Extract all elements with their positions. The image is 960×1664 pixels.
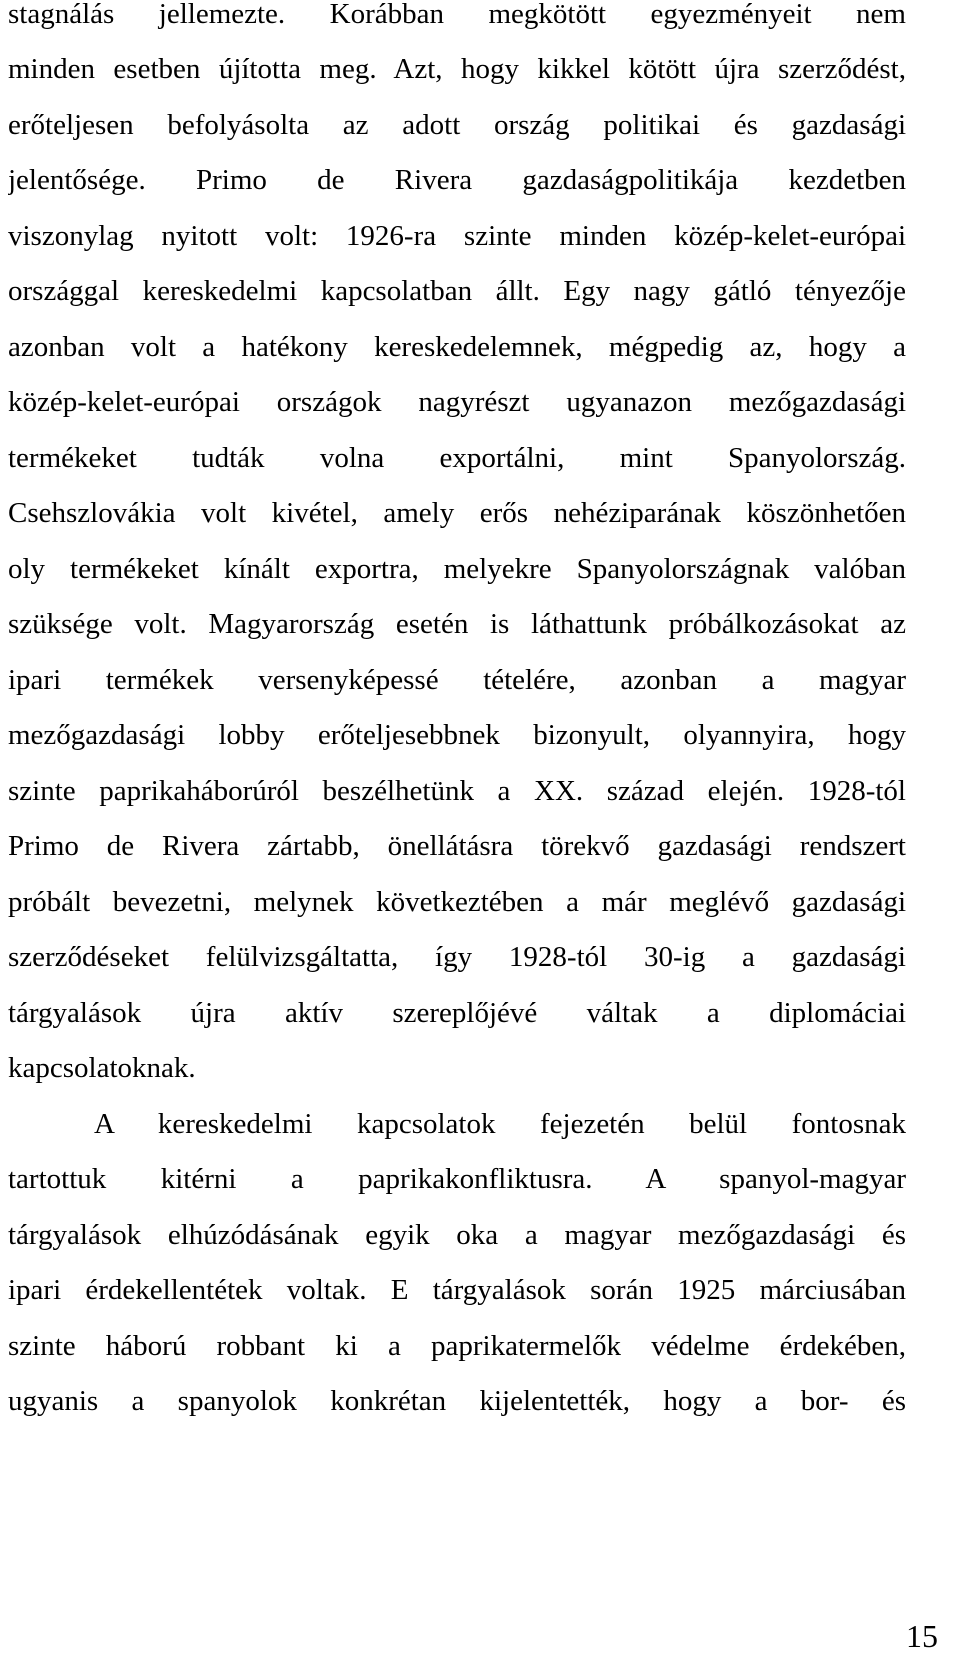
text-line: A kereskedelmi kapcsolatok fejezetén belül fontosnak	[94, 1108, 906, 1140]
text-line: szinte háború robbant ki a paprikatermelők védelme érdekében,	[8, 1330, 906, 1362]
text-line: ipari termékek versenyképessé tételére, azonban a magyar	[8, 664, 906, 696]
text-line: szinte paprikaháborúról beszélhetünk a XX. század elején. 1928-tól	[8, 775, 906, 807]
text-line: közép-kelet-európai országok nagyrészt ugyanazon mezőgazdasági	[8, 386, 906, 418]
text-line: erőteljesen befolyásolta az adott ország politikai és gazdasági	[8, 109, 906, 141]
text-line: azonban volt a hatékony kereskedelemnek, mégpedig az, hogy a	[8, 331, 906, 363]
text-line: tárgyalások elhúzódásának egyik oka a magyar mezőgazdasági és	[8, 1219, 906, 1251]
text-line: minden esetben újította meg. Azt, hogy kikkel kötött újra szerződést,	[8, 53, 906, 85]
text-line: oly termékeket kínált exportra, melyekre Spanyolországnak valóban	[8, 553, 906, 585]
text-line: tárgyalások újra aktív szereplőjévé váltak a diplomáciai	[8, 997, 906, 1029]
text-line: országgal kereskedelmi kapcsolatban állt. Egy nagy gátló tényezője	[8, 275, 906, 307]
text-line: próbált bevezetni, melynek következtében a már meglévő gazdasági	[8, 886, 906, 918]
text-line: mezőgazdasági lobby erőteljesebbnek bizonyult, olyannyira, hogy	[8, 719, 906, 751]
text-line: stagnálás jellemezte. Korábban megkötött egyezményeit nem	[8, 0, 906, 30]
text-line: jelentősége. Primo de Rivera gazdaságpolitikája kezdetben	[8, 164, 906, 196]
text-line: ugyanis a spanyolok konkrétan kijelentették, hogy a bor- és	[8, 1385, 906, 1417]
text-line: Primo de Rivera zártabb, önellátásra törekvő gazdasági rendszert	[8, 830, 906, 862]
text-line: szerződéseket felülvizsgáltatta, így 1928-tól 30-ig a gazdasági	[8, 941, 906, 973]
text-line: termékeket tudták volna exportálni, mint Spanyolország.	[8, 442, 906, 474]
text-line: tartottuk kitérni a paprikakonfliktusra. A spanyol-magyar	[8, 1163, 906, 1195]
text-line: szüksége volt. Magyarország esetén is láthattunk próbálkozásokat az	[8, 608, 906, 640]
text-line: kapcsolatoknak.	[8, 1052, 196, 1084]
page-number: 15	[906, 1618, 938, 1654]
text-line: viszonylag nyitott volt: 1926-ra szinte minden közép-kelet-európai	[8, 220, 906, 252]
text-line: Csehszlovákia volt kivétel, amely erős nehéziparának köszönhetően	[8, 497, 906, 529]
text-line: ipari érdekellentétek voltak. E tárgyalások során 1925 márciusában	[8, 1274, 906, 1306]
